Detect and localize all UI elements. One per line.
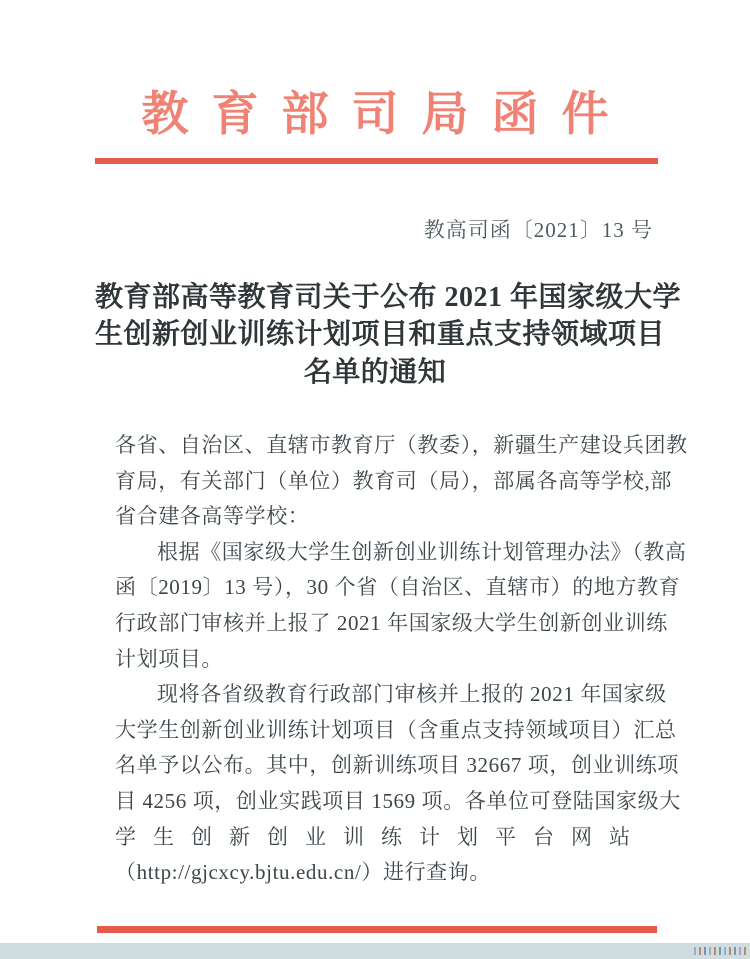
body-line-url: （http://gjcxcy.bjtu.edu.cn/）进行查询。	[115, 860, 491, 885]
document-title	[95, 279, 682, 391]
document-body	[115, 428, 688, 891]
scan-edge-strip	[0, 943, 750, 959]
title-line: 教育部高等教育司关于公布 2021 年国家级大学	[95, 282, 682, 313]
footer-rule	[97, 926, 657, 933]
body-line: 计划项目。	[115, 646, 223, 671]
header-rule	[95, 158, 658, 164]
scan-watermark	[694, 947, 746, 955]
body-line: 学生创新创业训练计划平台网站	[115, 824, 647, 849]
body-line: 各省、自治区、直辖市教育厅（教委），新疆生产建设兵团教	[115, 433, 688, 457]
body-line: 育局，有关部门（单位）教育司（局），部属各高等学校,部	[115, 468, 672, 493]
body-line: 根据《国家级大学生创新创业训练计划管理办法》（教高	[157, 539, 687, 564]
doc-number: 教高司函〔2021〕13 号	[423, 218, 653, 242]
body-line: 大学生创新创业训练计划项目（含重点支持领域项目）汇总	[115, 717, 677, 742]
body-line: 省合建各高等学校：	[115, 504, 310, 529]
body-line: 现将各省级教育行政部门审核并上报的 2021 年国家级	[157, 682, 667, 707]
body-line: 函〔2019〕13 号），30 个省（自治区、直辖市）的地方教育	[115, 575, 681, 600]
body-line: 行政部门审核并上报了 2021 年国家级大学生创新创业训练	[115, 610, 668, 635]
body-line: 名单予以公布。其中，创新训练项目 32667 项，创业训练项	[115, 753, 679, 778]
letterhead-masthead: 教育部司局函件	[141, 89, 632, 141]
title-line: 生创新创业训练计划项目和重点支持领域项目	[95, 319, 666, 351]
title-line: 名单的通知	[303, 356, 447, 388]
body-line: 目 4256 项，创业实践项目 1569 项。各单位可登陆国家级大	[115, 788, 681, 813]
